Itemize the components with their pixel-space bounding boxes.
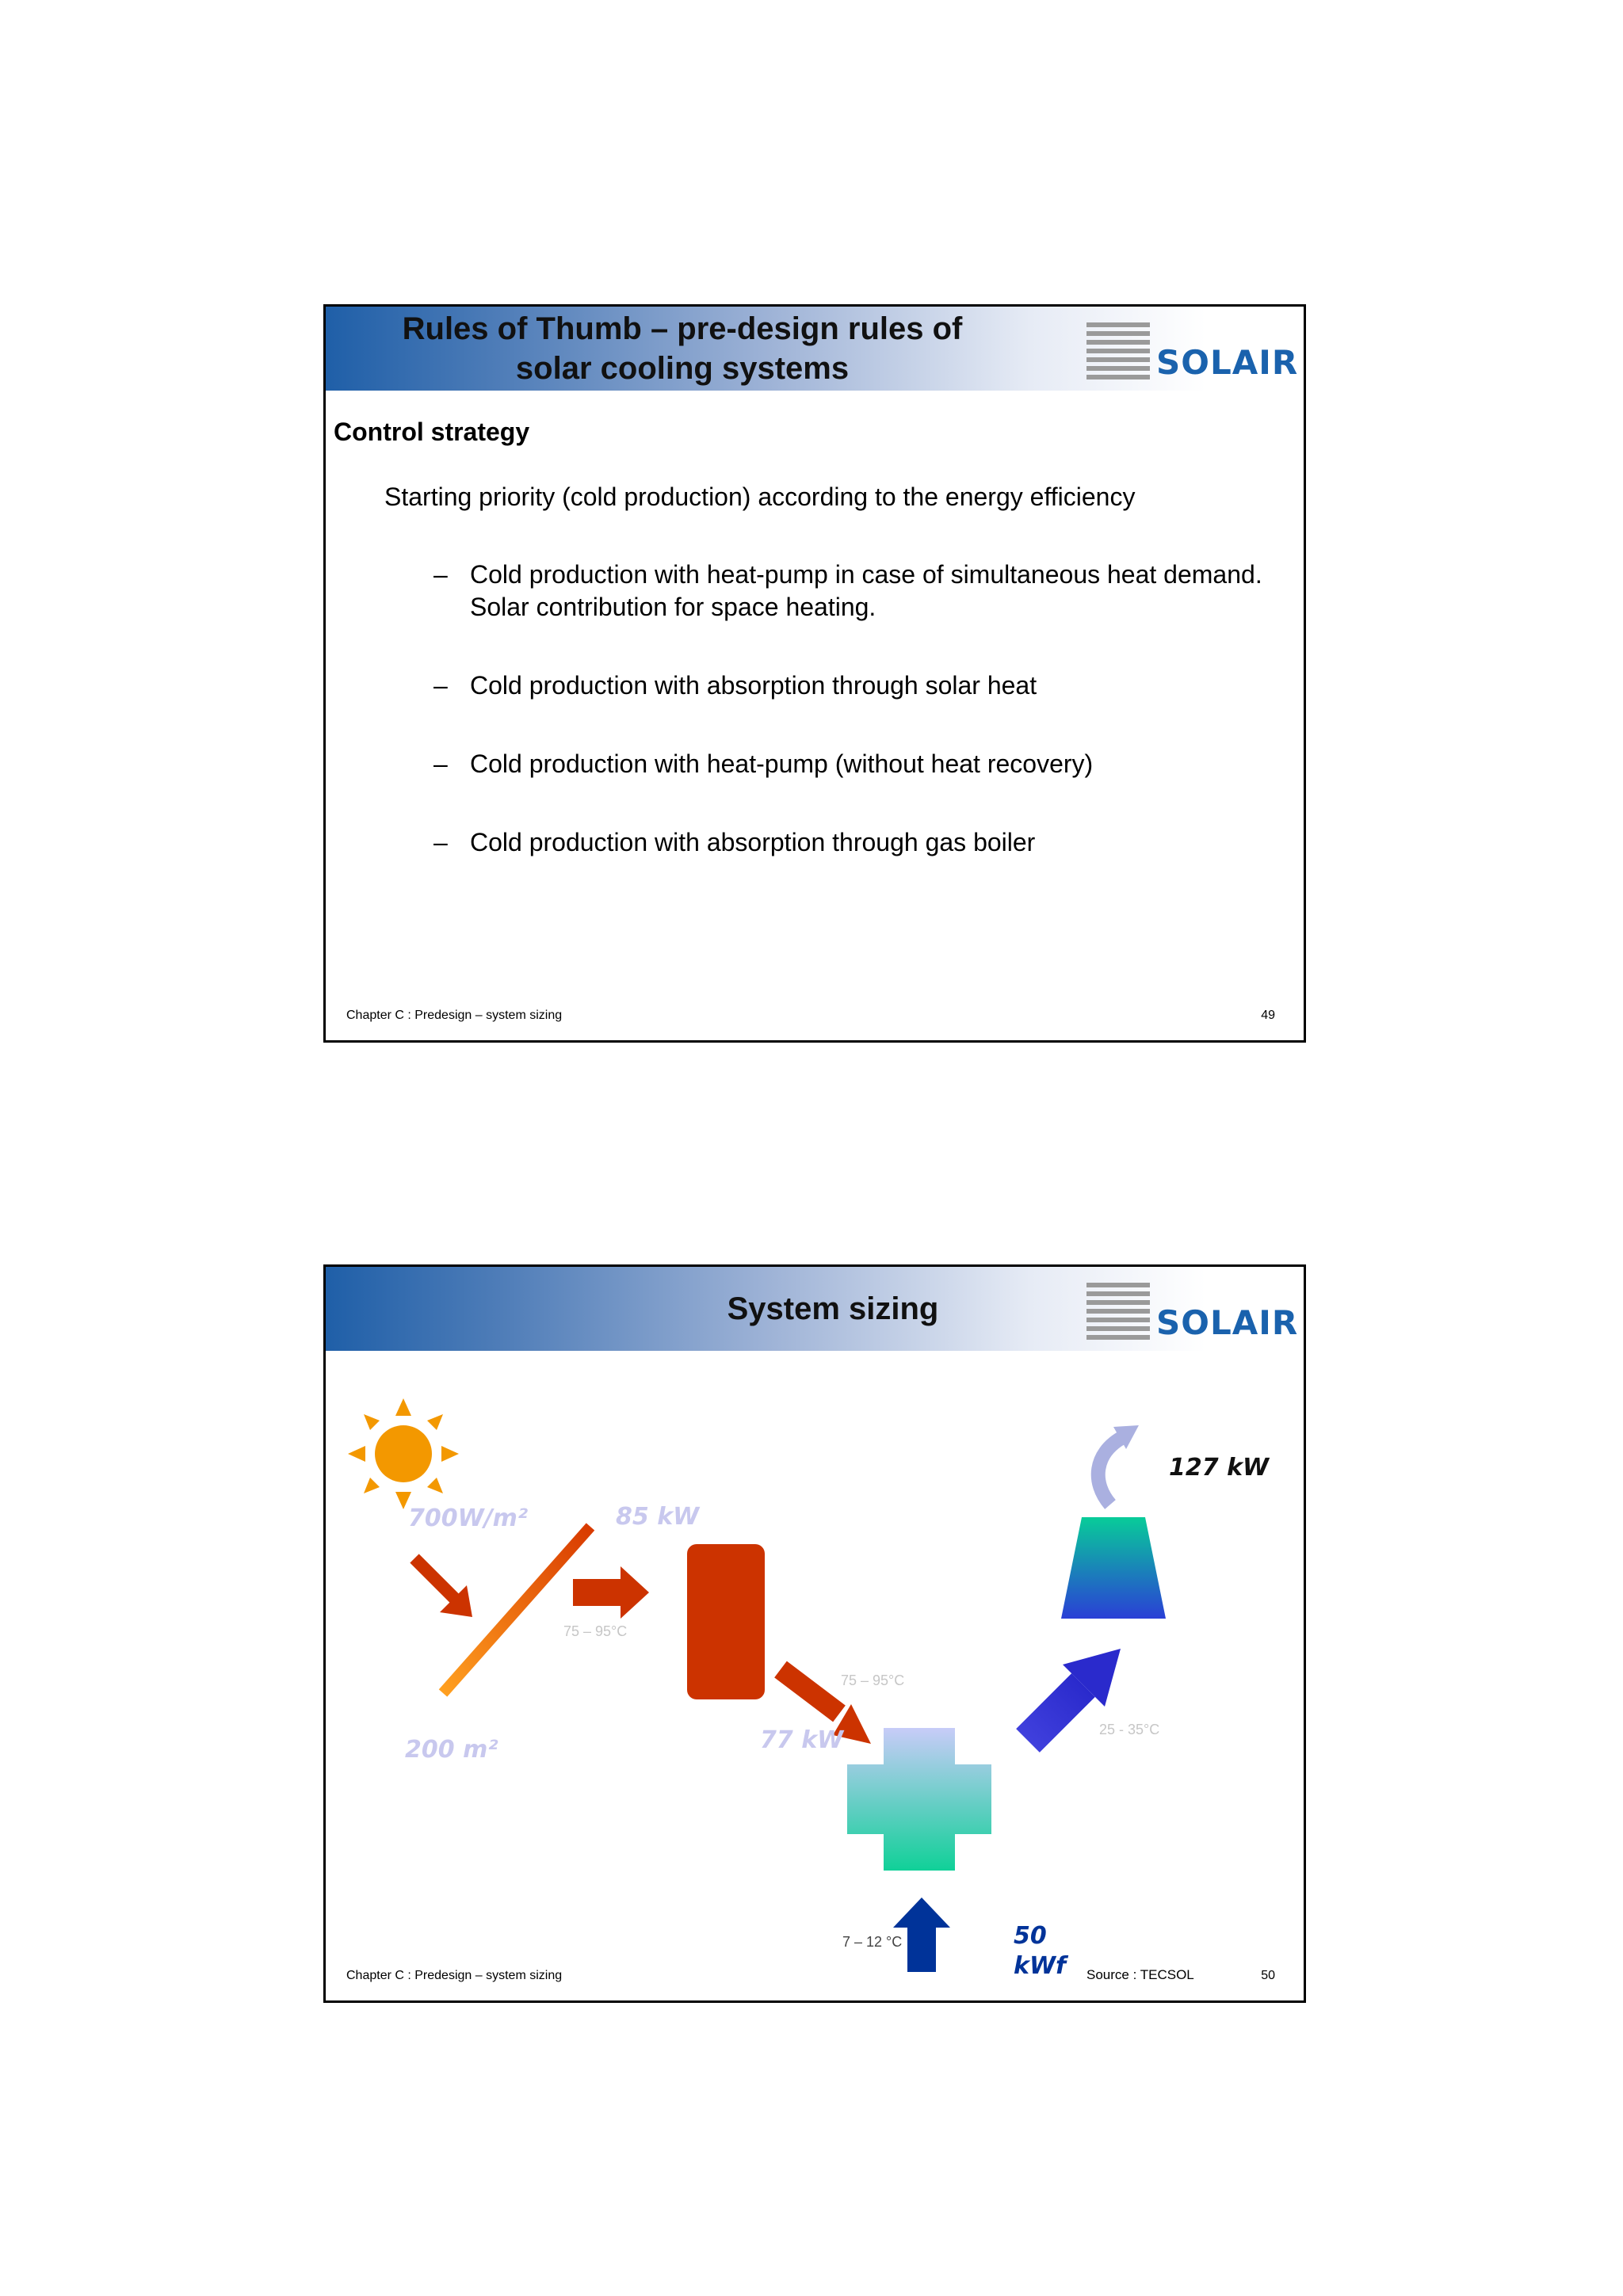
logo-text: SOLAIR [1156, 1303, 1299, 1342]
slide-header [326, 307, 1304, 391]
bullet-dash: – [433, 560, 448, 589]
bullet-text: Cold production with absorption through gas boiler [470, 828, 1036, 856]
irradiance-label: 700W/m² [408, 1505, 529, 1532]
absorption-chiller [847, 1728, 991, 1871]
slide-50 [323, 1264, 1306, 2003]
generator-loop-temperature: 75 – 95°C [841, 1672, 905, 1688]
intro-text: Starting priority (cold production) according to the energy efficiency [384, 482, 1136, 511]
bullet-item [433, 559, 1274, 624]
heat-rejection-arrow [1098, 1425, 1139, 1505]
cooling-power-label [1014, 1921, 1066, 1981]
slide-header [326, 1267, 1304, 1351]
cooling-power-unit: kWf [1014, 1952, 1067, 1980]
slide-49 [323, 304, 1306, 1043]
heat-rejection-label: 127 kW [1169, 1454, 1270, 1482]
collector-loop-temperature: 75 – 95°C [563, 1623, 628, 1639]
bullet-list [433, 559, 1274, 905]
bullet-text: Cold production with heat-pump (without heat recovery) [470, 749, 1094, 778]
page-number: 50 [1261, 1969, 1275, 1982]
title-line-2: solar cooling systems [515, 351, 850, 386]
storage-tank [687, 1544, 765, 1699]
bullet-text: Cold production with heat-pump in case of simultaneous heat demand. Solar contribution for space heating. [470, 560, 1262, 621]
system-sizing-diagram [326, 1351, 1304, 1977]
solair-logo [1086, 1280, 1299, 1343]
irradiance-arrow [414, 1558, 472, 1617]
logo-lines-icon [1086, 322, 1150, 383]
chiller-power-label: 77 kW [760, 1726, 844, 1754]
footer-chapter: Chapter C : Predesign – system sizing [346, 1009, 563, 1022]
slide-title: System sizing [727, 1291, 939, 1326]
title-line-1: Rules of Thumb – pre-design rules of [402, 311, 963, 346]
bullet-dash: – [433, 671, 448, 700]
cooling-power-value: 50 [1014, 1922, 1047, 1950]
section-heading: Control strategy [334, 418, 530, 446]
bullet-item [433, 748, 1274, 780]
collector-to-storage-arrow [573, 1566, 649, 1619]
storage-power-label: 85 kW [616, 1503, 700, 1531]
cooling-water-temperature: 25 - 35°C [1099, 1722, 1160, 1737]
cooling-tower [1061, 1517, 1166, 1619]
source-note: Source : TECSOL [1086, 1967, 1194, 1982]
collector-area-label: 200 m² [405, 1736, 498, 1764]
solair-logo [1086, 319, 1299, 383]
sun-icon [348, 1398, 459, 1509]
bullet-item [433, 669, 1274, 702]
bullet-item [433, 826, 1274, 859]
footer-chapter: Chapter C : Predesign – system sizing [346, 1969, 563, 1982]
slide-title [373, 307, 991, 391]
bullet-dash: – [433, 828, 448, 856]
bullet-text: Cold production with absorption through solar heat [470, 671, 1037, 700]
chilled-water-temperature: 7 – 12 °C [842, 1934, 903, 1950]
bullet-dash: – [433, 749, 448, 778]
logo-lines-icon [1086, 1283, 1150, 1344]
logo-text: SOLAIR [1156, 343, 1299, 382]
page-number: 49 [1261, 1009, 1275, 1022]
